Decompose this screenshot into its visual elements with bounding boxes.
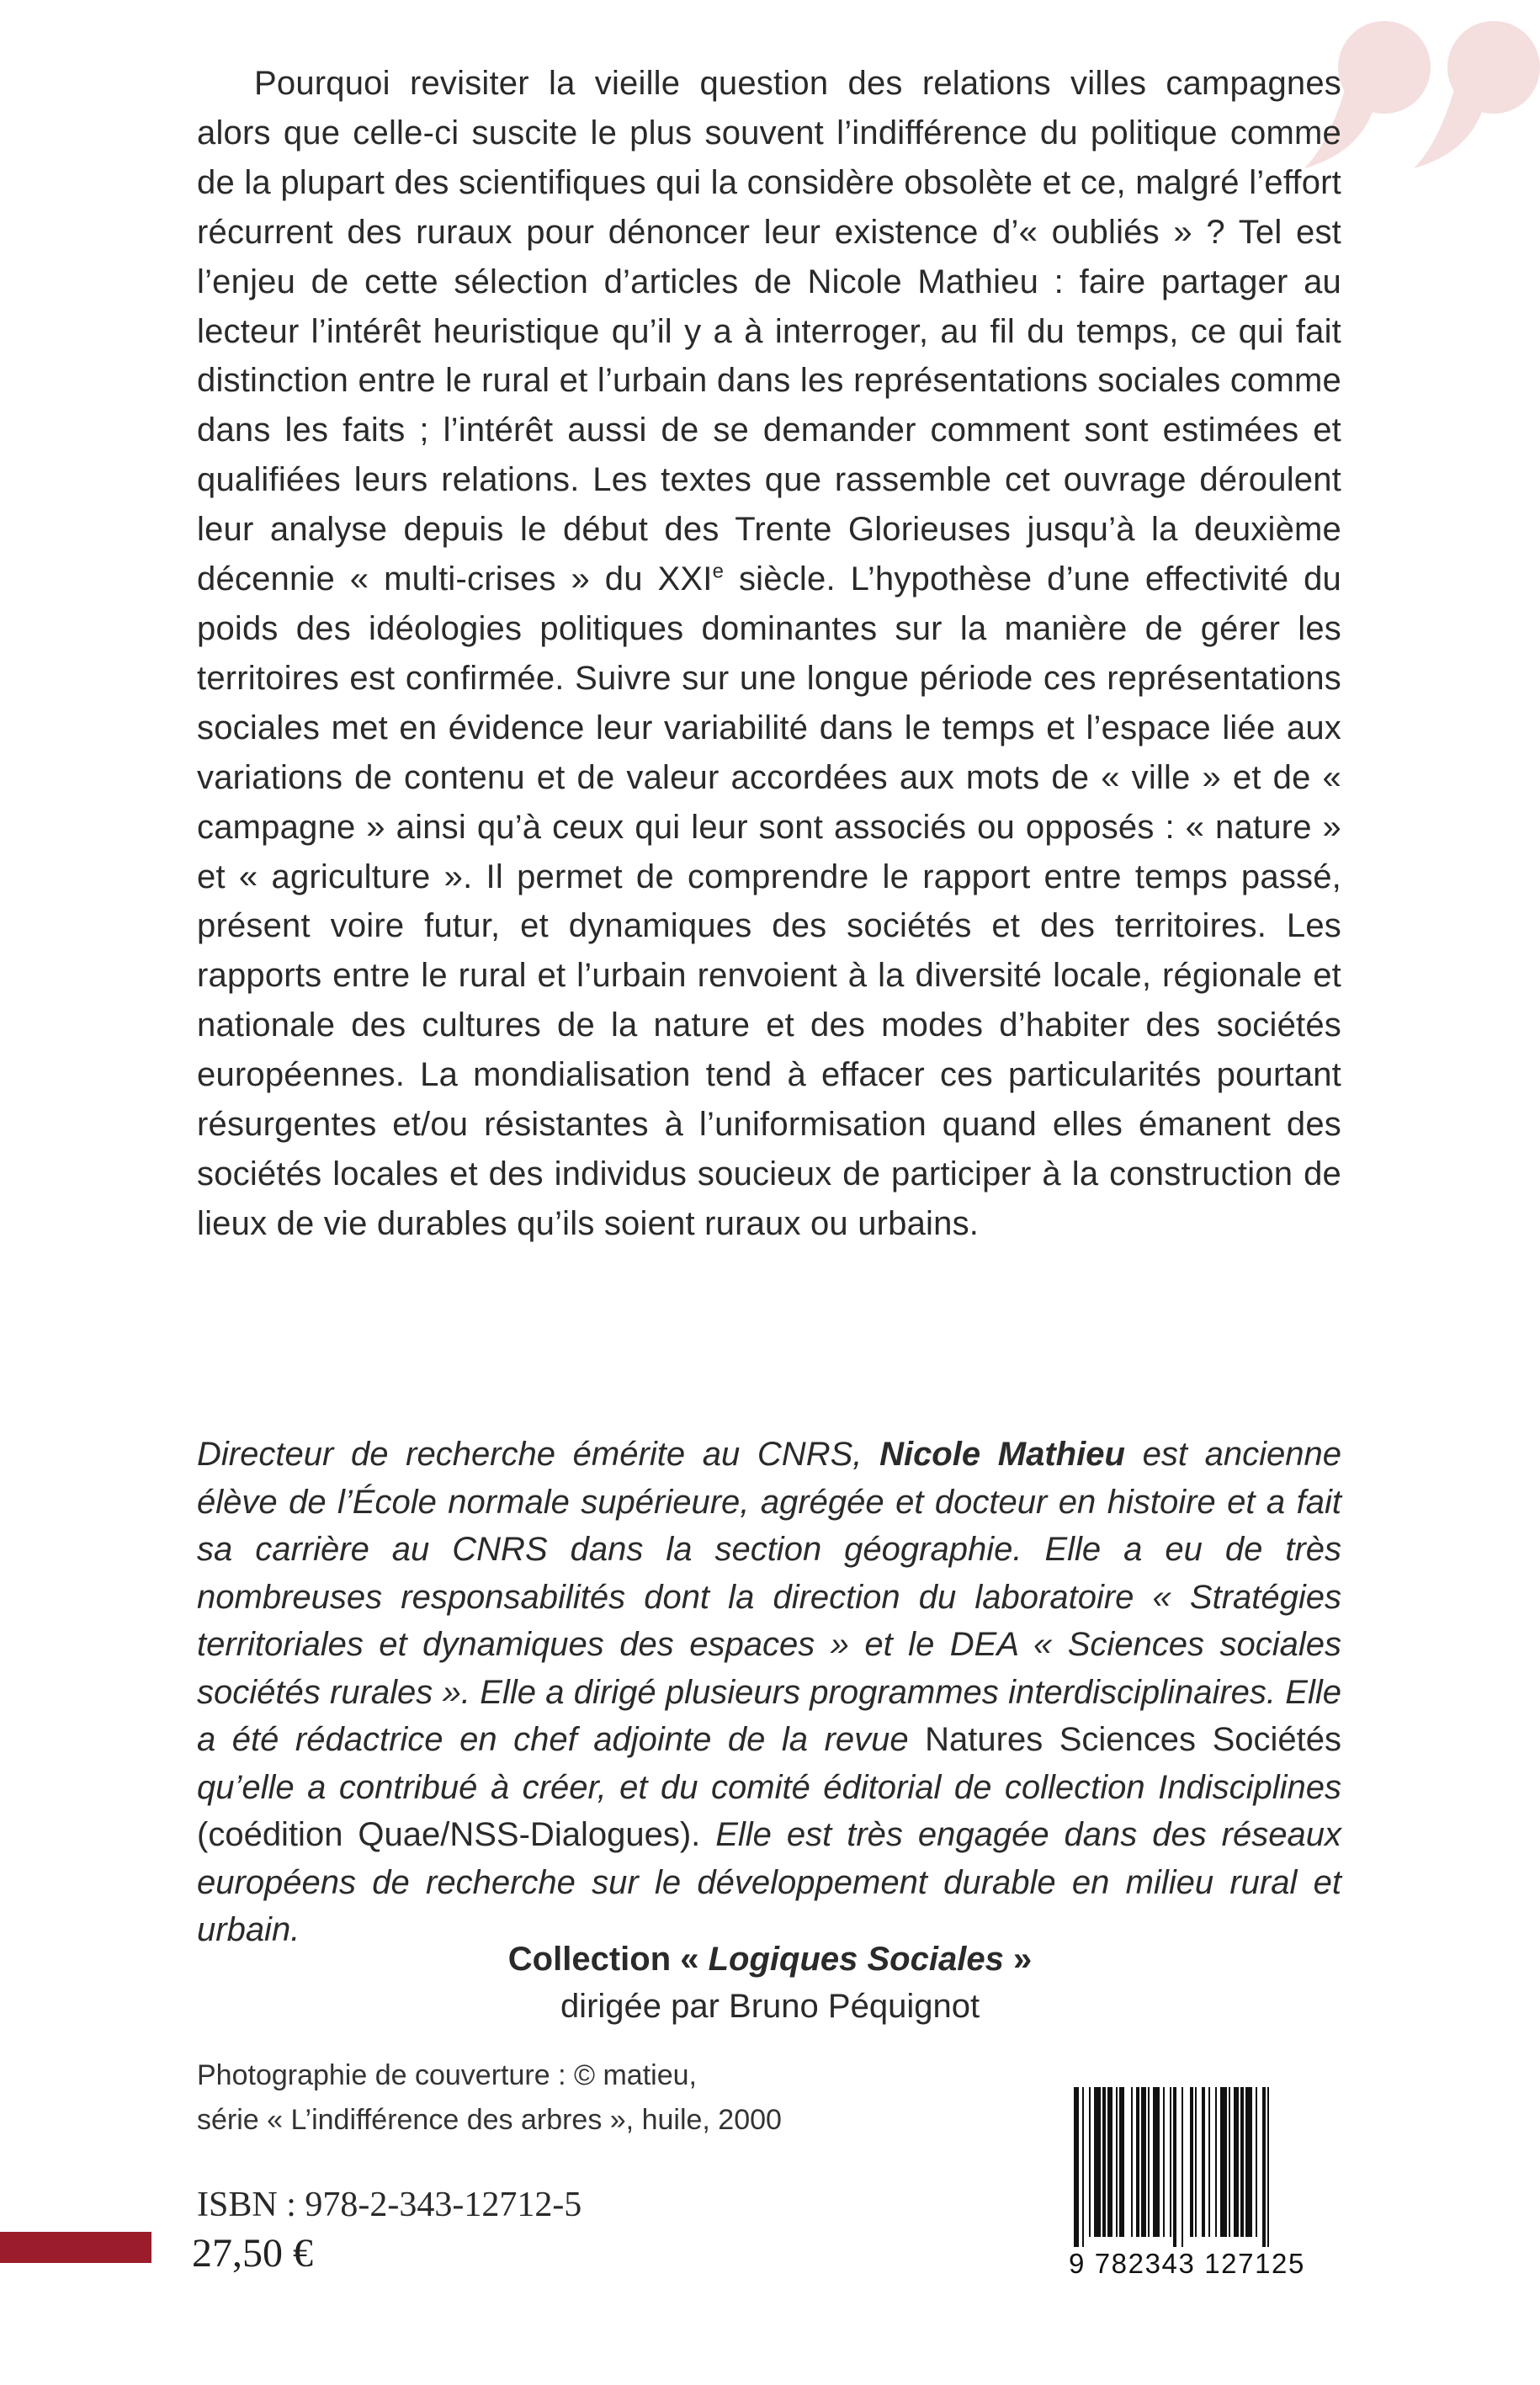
author-name: Nicole Mathieu	[879, 1436, 1125, 1473]
barcode-bar	[1163, 2087, 1165, 2237]
barcode-bar	[1107, 2087, 1113, 2237]
barcode-bar	[1208, 2087, 1210, 2237]
barcode	[1069, 2087, 1338, 2289]
barcode-bar	[1245, 2087, 1252, 2237]
barcode-digits: 9 782343 127125	[1069, 2248, 1305, 2279]
collection-title: Collection « Logiques Sociales »	[507, 1941, 1033, 1978]
barcode-bar	[1229, 2087, 1230, 2237]
barcode-bar	[1240, 2087, 1244, 2237]
barcode-bar	[1119, 2087, 1124, 2237]
barcode-bar	[1153, 2087, 1160, 2237]
barcode-bar	[1170, 2087, 1171, 2237]
barcode-bar	[1256, 2087, 1257, 2237]
barcode-bar	[1182, 2087, 1183, 2247]
barcode-bar	[1173, 2087, 1176, 2247]
barcode-bar	[1074, 2087, 1079, 2247]
collection-director: dirigée par Bruno Péquignot	[560, 1988, 980, 2025]
barcode-bar	[1234, 2087, 1239, 2237]
century-superscript: e	[712, 560, 725, 583]
barcode-bar	[1267, 2087, 1269, 2247]
barcode-bar	[1148, 2087, 1150, 2237]
isbn: ISBN : 978-2-343-12712-5	[197, 2186, 582, 2224]
barcode-bar	[1116, 2087, 1118, 2237]
collection-info	[0, 1936, 1540, 2030]
red-tab-decoration	[0, 2232, 151, 2263]
author-bio: Directeur de recherche émérite au CNRS, Nicole Mathieu est ancienne élève de l’École normale supérieure, agrégée et docteur en histoire et a fait sa carrière au CNRS dans la section géographie. Elle a eu de très nombreuses responsabilités dont la direction du laboratoire « Stratégies territoriales et dynamiques des espaces » et le DEA « Sciences sociales sociétés rurales ». Elle a dirigé plusieurs programmes interdisciplinaires. Elle a été rédactrice en chef adjointe de la revue Natures Sciences Sociétés qu’elle a contribué à créer, et du comité éditorial de collection Indisciplines (coédition Quae/NSS-Dialogues). Elle est très engagée dans des réseaux européens de recherche sur le développement durable en milieu rural et urbain.	[197, 1436, 1341, 1948]
barcode-bar	[1202, 2087, 1205, 2237]
price: 27,50 €	[192, 2231, 313, 2276]
barcode-bar	[1215, 2087, 1217, 2237]
barcode-bar	[1082, 2087, 1084, 2247]
barcode-bar	[1131, 2087, 1133, 2237]
barcode-bar	[1102, 2087, 1106, 2237]
barcode-bars	[1069, 2087, 1338, 2247]
barcode-bar	[1190, 2087, 1193, 2237]
barcode-bar	[1089, 2087, 1091, 2237]
summary-text: Pourquoi revisiter la vieille question des relations villes campagnes alors que celle-ci suscite le plus souvent l’indifférence du politique comme de la plupart des scientifiques qui la considère obsolète et ce, malgré l’effort récurrent des ruraux pour dénoncer leur existence d’« oubliés » ? Tel est l’enjeu de cette sélection d’articles de Nicole Mathieu : faire partager au lecteur l’intérêt heuristique qu’il y a à interroger, au fil du temps, ce qui fait distinction entre le rural et l’urbain dans les représentations sociales comme dans les faits ; l’intérêt aussi de se demander comment sont estimées et qualifiées leurs relations. Les textes que rassemble cet ouvrage déroulent leur analyse depuis le début des Trente Glorieuses jusqu’à la deuxième décennie « multi-crises » du XXIe siècle. L’hypothèse d’une effectivité du poids des idéologies politiques dominantes sur la manière de gérer les territoires est confirmée. Suivre sur une longue période ces représentations sociales met en évidence leur variabilité dans le temps et l’espace liée aux variations de contenu et de valeur accordées aux mots de « ville » et de « campagne » ainsi qu’à ceux qui leur sont associés ou opposés : « nature » et « agriculture ». Il permet de comprendre le rapport entre temps passé, présent voire futur, et dynamiques des sociétés et des territoires. Les rapports entre le rural et l’urbain renvoient à la diversité locale, régionale et nationale des cultures de la nature et des modes d’habiter des sociétés européennes. La mondialisation tend à effacer ces particularités pourtant résurgentes et/ou résistantes à l’uniformisation quand elles émanent des sociétés locales et des individus soucieux de participer à la construction de lieux de vie durables qu’ils soient ruraux ou urbains.	[197, 65, 1341, 1242]
barcode-bar	[1262, 2087, 1266, 2247]
journal-name: Natures Sciences Sociétés	[908, 1721, 1341, 1758]
barcode-bar	[1136, 2087, 1139, 2237]
barcode-bar	[1141, 2087, 1146, 2237]
barcode-bar	[1195, 2087, 1197, 2237]
photo-credit: Photographie de couverture : © matieu, série « L’indifférence des arbres », huile, 2000	[197, 2059, 782, 2136]
barcode-bar	[1094, 2087, 1101, 2237]
barcode-bar	[1220, 2087, 1227, 2237]
